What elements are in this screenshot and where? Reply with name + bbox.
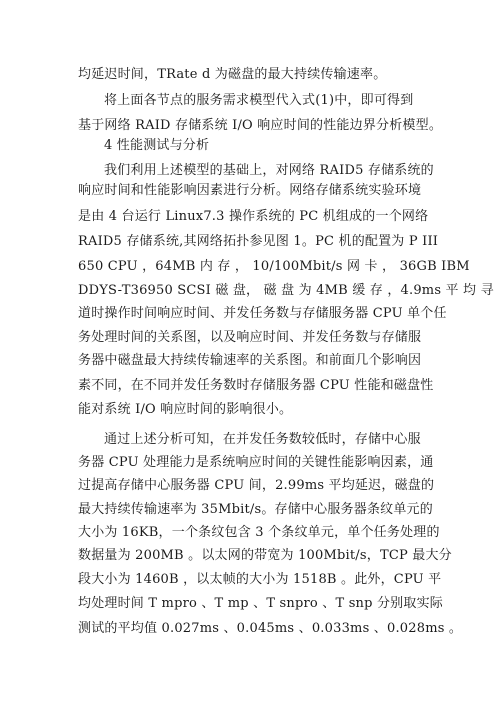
- text-line: 道时操作时间响应时间、并发任务数与存储服务器 CPU 单个任: [78, 306, 447, 321]
- text-line: 均延迟时间，TRate d 为磁盘的最大持续传输速率。: [78, 67, 387, 82]
- text-line: 650 CPU ，64MB 内 存 ， 10/100Mbit/s 网 卡 ， 36GB IBM: [78, 259, 470, 274]
- text-line: DDYS-T36950 SCSI 磁 盘， 磁 盘 为 4MB 缓 存 ，4.9ms 平 均 寻: [78, 283, 494, 298]
- text-line: 基于网络 RAID 存储系统 I/O 响应时间的性能边界分析模型。: [78, 118, 443, 133]
- text-line: RAID5 存储系统,其网络拓扑参见图 1。PC 机的配置为 P III: [78, 234, 439, 249]
- text-line: 将上面各节点的服务需求模型代入式(1)中，即可得到: [104, 93, 414, 108]
- text-line: 务器 CPU 处理能力是系统响应时间的关键性能影响因素，通: [78, 455, 434, 470]
- text-line: 均处理时间 T mpro 、T mp 、T snpro 、T snp 分别取实际: [78, 596, 443, 611]
- text-line: 务器中磁盘最大持续传输速率的关系图。和前面几个影响因: [78, 353, 422, 368]
- text-line: 最大持续传输速率为 35Mbit/s。存储中心服务器条纹单元的: [78, 502, 433, 517]
- text-line: 能对系统 I/O 响应时间的影响很小。: [78, 402, 293, 417]
- text-line: 我们利用上述模型的基础上，对网络 RAID5 存储系统的: [104, 163, 434, 178]
- text-line: 响应时间和性能影响因素进行分析。网络存储系统实验环境: [78, 183, 422, 198]
- text-line: 务处理时间的关系图，以及响应时间、并发任务数与存储服: [78, 330, 422, 345]
- text-line: 是由 4 台运行 Linux7.3 操作系统的 PC 机组成的一个网络: [78, 209, 429, 224]
- text-line: 过提高存储中心服务器 CPU 间，2.99ms 平均延迟，磁盘的: [78, 478, 435, 493]
- text-line: 素不同，在不同并发任务数时存储服务器 CPU 性能和磁盘性: [78, 378, 434, 393]
- text-line: 数据量为 200MB 。以太网的带宽为 100Mbit/s，TCP 最大分: [78, 548, 452, 563]
- text-line: 通过上述分析可知，在并发任务数较低时，存储中心服: [104, 432, 421, 447]
- section-heading: 4 性能测试与分析: [104, 138, 210, 153]
- text-line: 测试的平均值 0.027ms 、0.045ms 、0.033ms 、0.028ms 。: [78, 621, 463, 636]
- text-line: 大小为 16KB，一个条纹包含 3 个条纹单元，单个任务处理的: [78, 525, 440, 540]
- text-line: 段大小为 1460B ，以太帧的大小为 1518B 。此外，CPU 平: [78, 572, 442, 587]
